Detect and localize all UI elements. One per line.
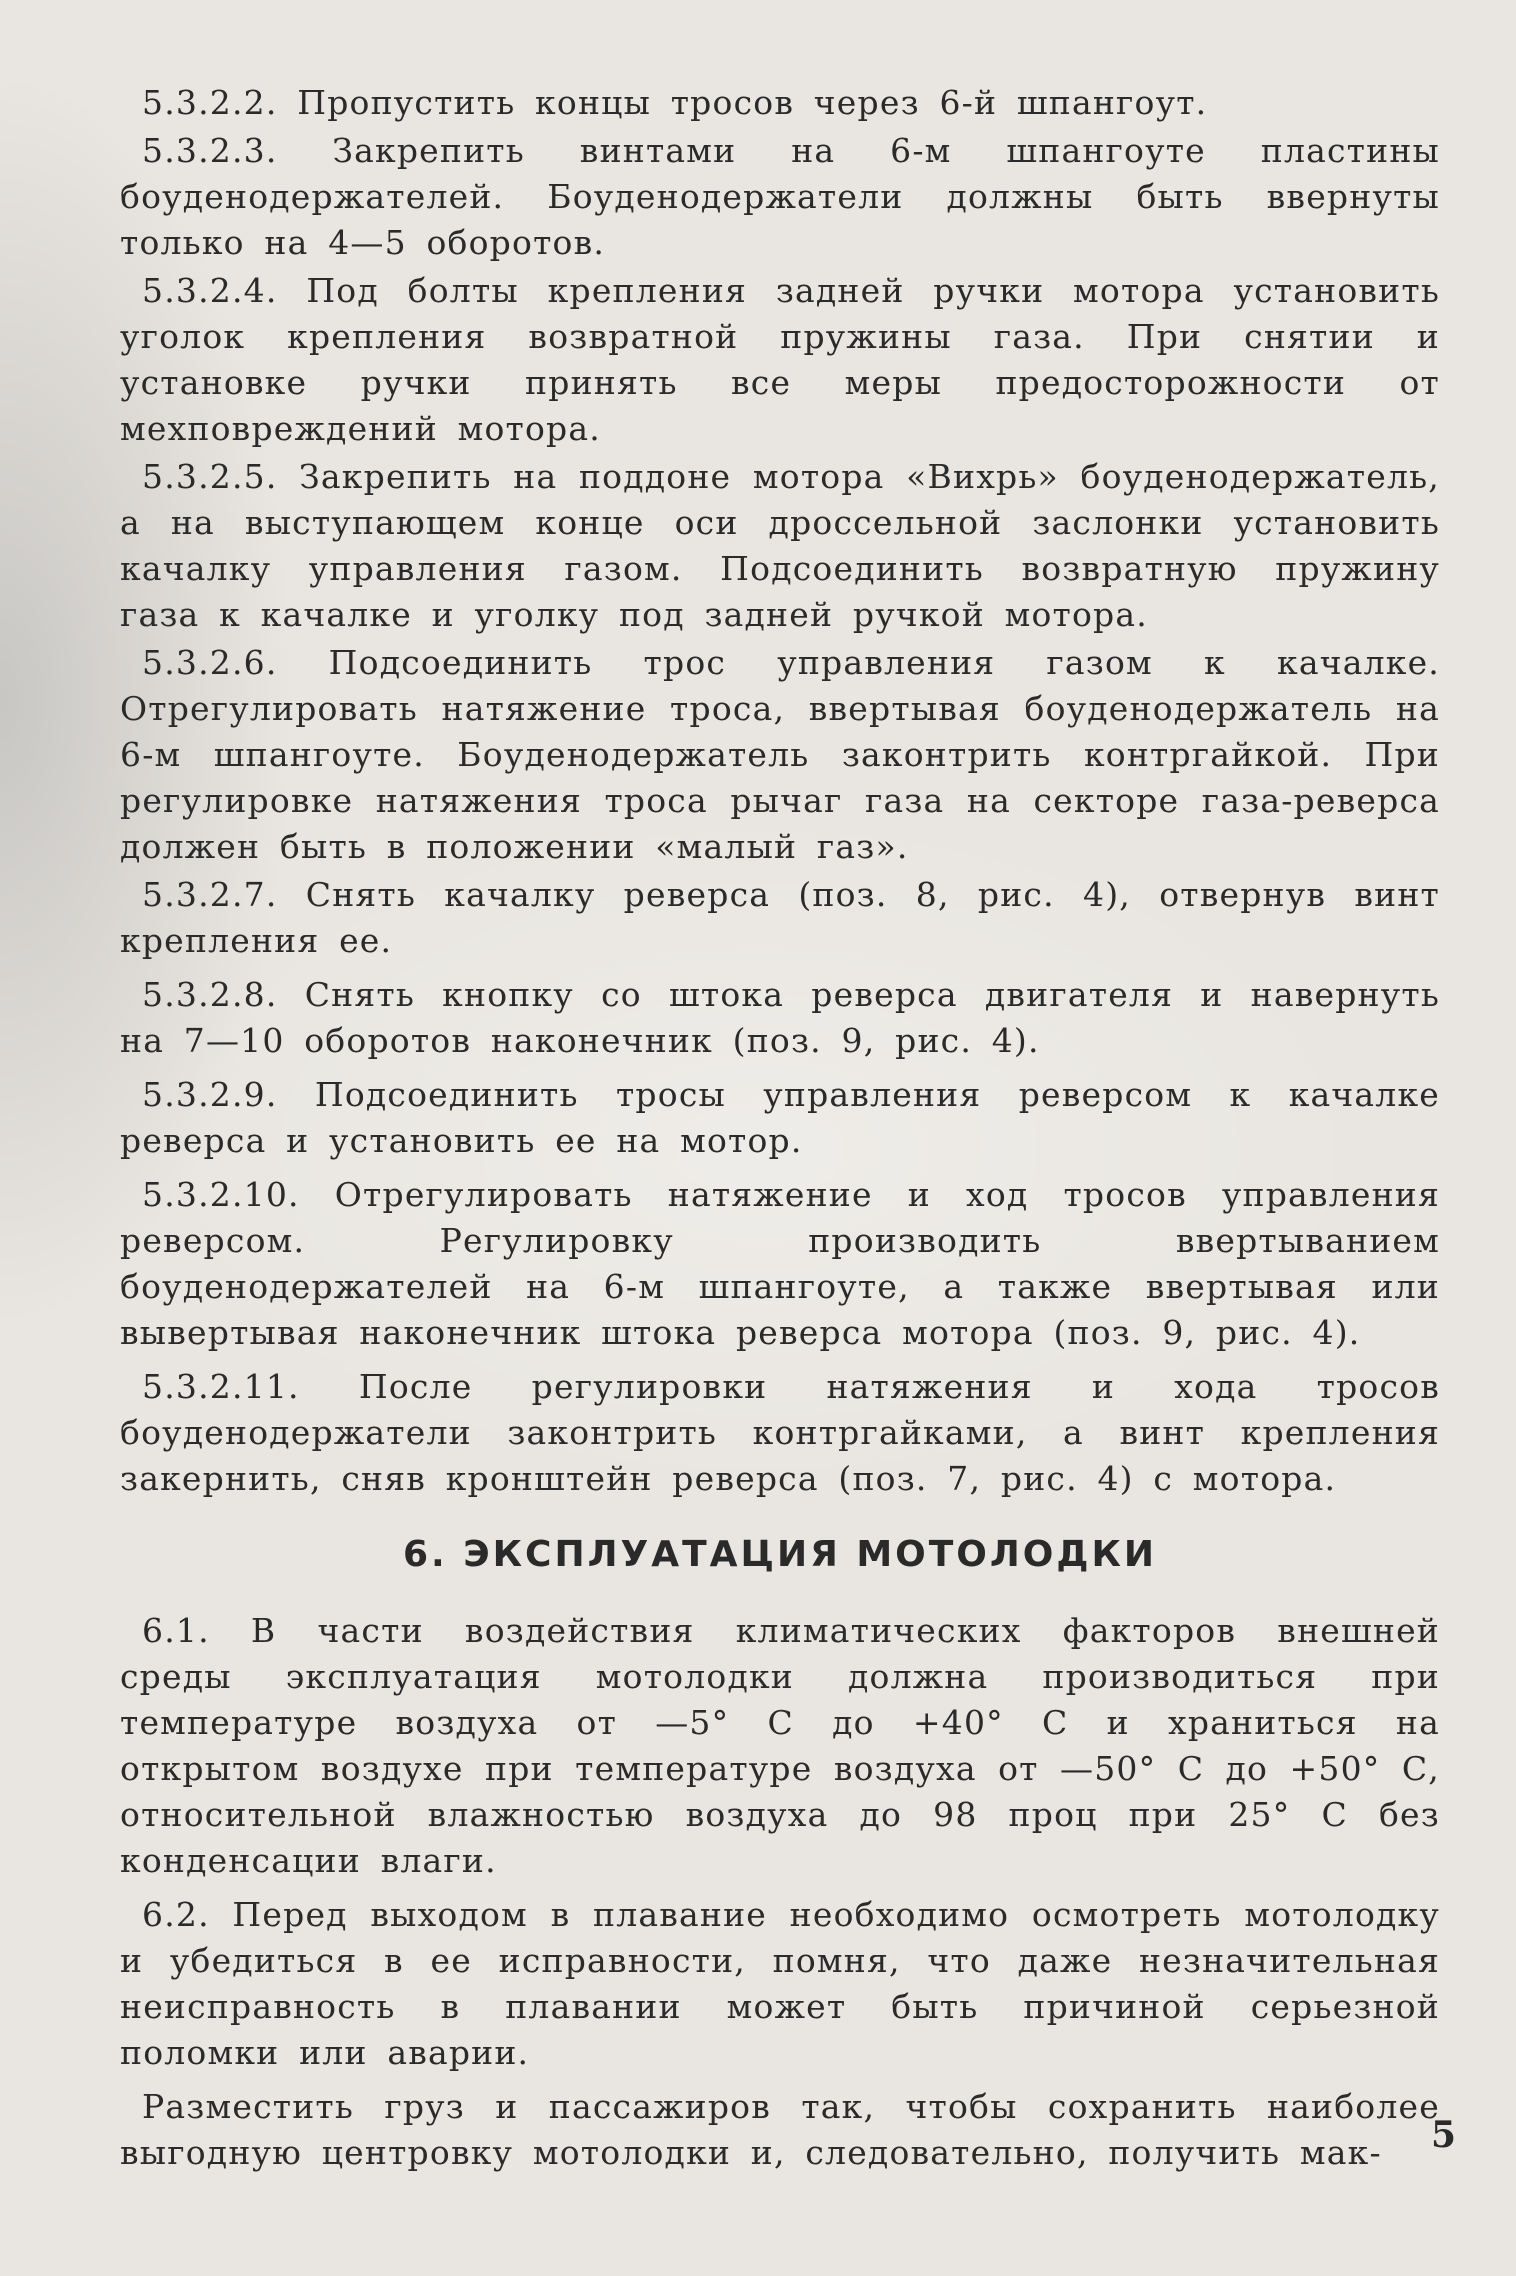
paragraph-5-3-2-10: 5.3.2.10. Отрегулировать натяжение и ход тросов управления реверсом. Регулировку производить ввертыванием боуденодержателей на 6-м шпангоуте, а также ввертывая или вывертывая наконечник штока реверса мотора (поз. 9, рис. 4). — [120, 1175, 1440, 1352]
paragraph-5-3-2-11: 5.3.2.11. После регулировки натяжения и хода тросов боуденодержатели законтрить контргайками, а винт крепления закернить, сняв кронштейн реверса (поз. 7, рис. 4) с мотора. — [120, 1367, 1440, 1498]
paragraph-6-2: 6.2. Перед выходом в плавание необходимо осмотреть мотолодку и убедиться в ее исправности, помня, что даже незначительная неисправность в плавании может быть причиной серьезной поломки или аварии. — [120, 1895, 1440, 2072]
paragraph-5-3-2-8: 5.3.2.8. Снять кнопку со штока реверса двигателя и навернуть на 7—10 оборотов наконечник (поз. 9, рис. 4). — [120, 975, 1440, 1060]
paragraph-5-3-2-2: 5.3.2.2. Пропустить концы тросов через 6-й шпангоут. — [142, 83, 1208, 122]
section-title: 6. ЭКСПЛУАТАЦИЯ МОТОЛОДКИ — [402, 1534, 1158, 1575]
paragraph-5-3-2-6: 5.3.2.6. Подсоединить трос управления газом к качалке. Отрегулировать натяжение троса, ввертывая боуденодержатель на 6-м шпангоуте. Боуденодержатель законтрить контргайкой. При регулировке натяжения троса рычаг газа на секторе газа-реверса должен быть в положении «малый газ». — [120, 643, 1440, 866]
paragraph-5-3-2-3: 5.3.2.3. Закрепить винтами на 6-м шпангоуте пластины боуденодержателей. Боуденодержатели должны быть ввернуты только на 4—5 оборотов. — [120, 131, 1440, 262]
paragraph-5-3-2-7: 5.3.2.7. Снять качалку реверса (поз. 8, рис. 4), отвернув винт крепления ее. — [120, 875, 1440, 960]
paragraph-cargo-placement: Разместить груз и пассажиров так, чтобы сохранить наиболее выгодную центровку мотолодки и, следовательно, получить мак- — [120, 2087, 1440, 2172]
paragraph-5-3-2-5: 5.3.2.5. Закрепить на поддоне мотора «Вихрь» боуденодержатель, а на выступающем конце оси дроссельной заслонки установить качалку управления газом. Подсоединить возвратную пружину газа к качалке и уголку под задней ручкой мотора. — [120, 457, 1440, 634]
page-content — [120, 80, 1440, 2184]
paragraph-5-3-2-9: 5.3.2.9. Подсоединить тросы управления реверсом к качалке реверса и установить ее на мотор. — [120, 1075, 1440, 1160]
paragraph-6-1: 6.1. В части воздействия климатических факторов внешней среды эксплуатация мотолодки должна производиться при температуре воздуха от —5° С до +40° С и храниться на открытом воздухе при температуре воздуха от —50° С до +50° С, относительной влажностью воздуха до 98 проц при 25° С без конденсации влаги. — [120, 1611, 1440, 1880]
paragraph-5-3-2-4: 5.3.2.4. Под болты крепления задней ручки мотора установить уголок крепления возвратной пружины газа. При снятии и установке ручки принять все меры предосторожности от мехповреждений мотора. — [120, 271, 1440, 448]
page-number: 5 — [1430, 2114, 1456, 2156]
